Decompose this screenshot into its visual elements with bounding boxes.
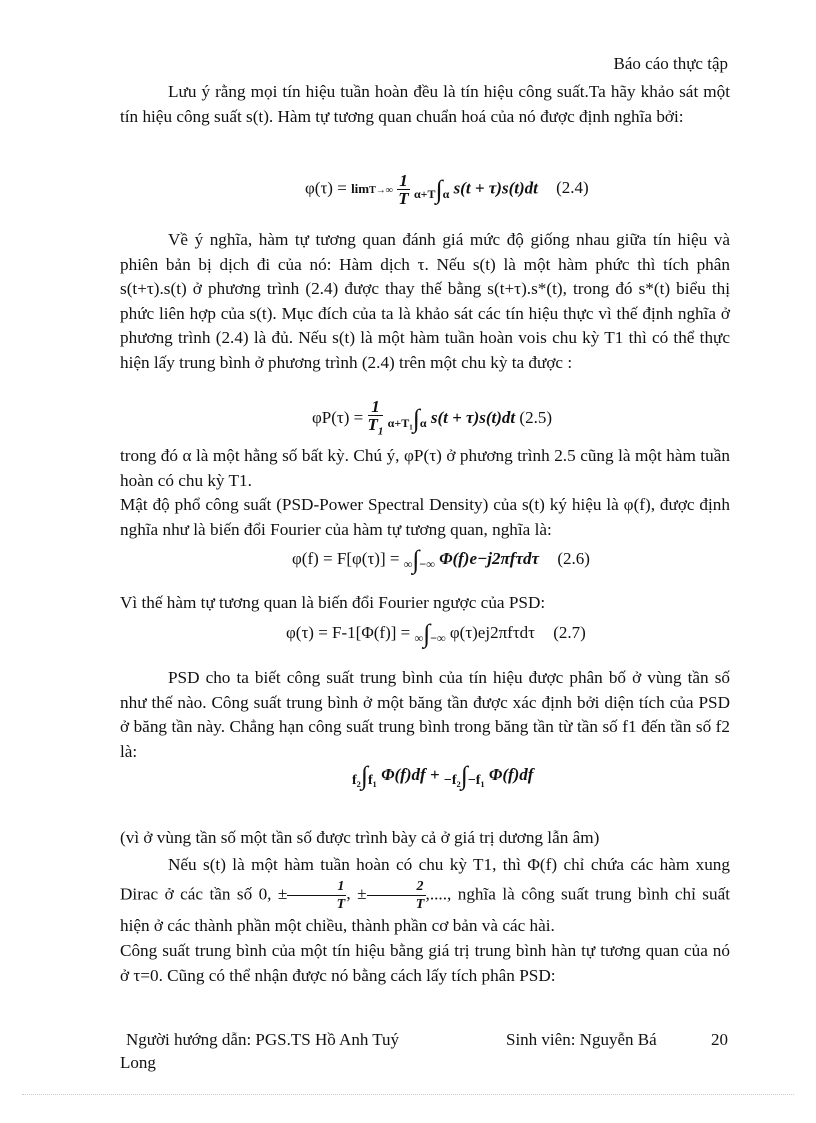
equation-band-power: f₂∫f₁ Φ(f)df + −f₂∫−f₁ Φ(f)df	[352, 761, 534, 790]
footer-page-number: 20	[711, 1030, 728, 1049]
paragraph-6: PSD cho ta biết công suất trung bình của tín hiệu được phân bố ở vùng tần số như thế nào. Công suất trung bình ở một băng tần được xác định bởi diện tích của PSD ở băng tần này. Chẳng hạn công suất trung bình trong băng tần từ tần số f1 đến tần số f2 là:	[120, 668, 730, 761]
limit-operator: limT→∞	[351, 180, 393, 196]
fraction-1-over-T1: $\frac{1}{T_1}$	[367, 397, 384, 438]
header-title: Báo cáo thực tập	[613, 54, 728, 73]
paragraph-8: Nếu s(t) là một hàm tuần hoàn có chu kỳ T1, thì Φ(f) chỉ chứa các hàm xung Dirac ở các tần số 0, ± $\frac{1}{T}$ , ± $\frac{2}{T}$ ,...., nghĩa là công suất trung bình chỉ suất hiện ở các thành phần một chiều, thành phần cơ bản và các hài. Công suất trung bình của một tín hiệu bằng giá trị trung bình hàn tự tương quan của nó ở τ=0. Cũng có thể nhận được nó bằng cách lấy tích phân PSD:	[120, 855, 730, 985]
paragraph-3: trong đó α là một hằng số bất kỳ. Chú ý, φP(τ) ở phương trình 2.5 cũng là một hàm tuần hoàn có chu kỳ T1. Mật độ phổ công suất (PSD-Power Spectral Density) của s(t) ký hiệu là φ(f), được định nghĩa như là biến đổi Fourier của hàm tự tương quan, nghĩa là:	[120, 446, 730, 539]
paragraph-2: Về ý nghĩa, hàm tự tương quan đánh giá mức độ giống nhau giữa tín hiệu và phiên bản bị dịch đi của nó: Hàm dịch τ. Nếu s(t) là một hàm phức thì tích phân s(t+τ).s(t) ở phương trình (2.4) được thay thế bằng s(t+τ).s*(t), trong đó s*(t) biểu thị phức liên hợp của s(t). Mục đích của ta là khảo sát các tín hiệu thực vì thế định nghĩa ở phương trình (2.4) là đủ. Nếu s(t) là một hàm tuần hoàn vois chu kỳ T1 thì có thể thực hiện lấy trung bình ở phương trình (2.4) trên một chu kỳ ta được :	[120, 230, 730, 372]
fraction-plusminus-1-over-T: ± $\frac{1}{T}$ ,	[277, 879, 351, 912]
footer-continuation: Long	[120, 1053, 156, 1072]
integral-symbol: ∞∫−∞	[414, 619, 446, 648]
equation-2-6: φ(f) = F[φ(τ)] = ∞∫−∞ Φ(f)e−j2πfτdτ (2.6)	[292, 545, 590, 574]
integral-symbol: α+T∫α	[413, 174, 450, 204]
page-bottom-divider	[22, 1094, 794, 1095]
integral-symbol: f₂∫f₁	[352, 761, 377, 790]
integral-symbol: α+T₁∫α	[387, 404, 427, 434]
paragraph-7: (vì ở vùng tần số một tần số được trình bày cả ở giá trị dương lẫn âm)	[120, 828, 600, 847]
integral-symbol: ∞∫−∞	[403, 545, 435, 574]
footer-advisor: Người hướng dẫn: PGS.TS Hồ Anh Tuý	[126, 1030, 400, 1049]
equation-2-5: φP(τ) = $\frac{1}{T_1}$ α+T₁∫α s(t + τ)s(t)dt (2.5)	[312, 398, 552, 440]
equation-2-4: φ(τ) = limT→∞ $\frac{1}{T}$ α+T∫α s(t + τ)s(t)dt (2.4)	[305, 171, 589, 208]
footer-student: Sinh viên: Nguyễn Bá	[506, 1030, 657, 1049]
fraction-plusminus-2-over-T: ± $\frac{2}{T}$	[357, 879, 425, 912]
integral-symbol: −f₂∫−f₁	[443, 761, 485, 790]
equation-2-7: φ(τ) = F-1[Φ(f)] = ∞∫−∞ φ(τ)ej2πfτdτ (2.7)	[286, 619, 586, 648]
paragraph-1: Lưu ý rằng mọi tín hiệu tuần hoàn đều là tín hiệu công suất.Ta hãy khảo sát một tín hiệu công suất s(t). Hàm tự tương quan chuẩn hoá của nó được định nghĩa bởi:	[120, 82, 730, 126]
paragraph-5: Vì thế hàm tự tương quan là biến đổi Fourier ngược của PSD:	[120, 593, 546, 612]
fraction-1-over-T: $\frac{1}{T}$	[398, 171, 409, 208]
